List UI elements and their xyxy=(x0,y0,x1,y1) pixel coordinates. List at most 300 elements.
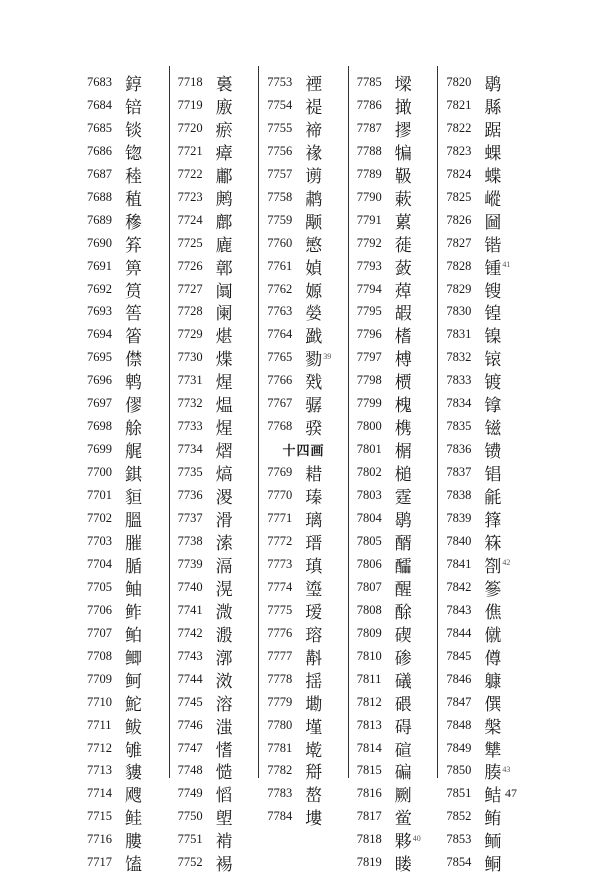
table-row xyxy=(438,117,527,140)
table-row xyxy=(79,645,169,668)
entry-character xyxy=(216,804,233,829)
table-row xyxy=(349,760,438,783)
character-glyph: 锼 xyxy=(484,281,502,302)
character-glyph: 笲 xyxy=(125,235,142,256)
entry-number: 7730 xyxy=(177,350,203,365)
entry-number: 7795 xyxy=(356,304,382,319)
entry-number: 7747 xyxy=(177,740,203,755)
entry-number: 7825 xyxy=(446,189,472,204)
character-glyph: 嫈 xyxy=(305,304,323,325)
table-row xyxy=(438,209,527,232)
character-glyph: 戣 xyxy=(305,373,323,394)
character-glyph: 犏 xyxy=(394,143,412,164)
entry-number: 7835 xyxy=(446,419,472,434)
entry-number: 7728 xyxy=(177,304,203,319)
character-glyph: 劂 xyxy=(394,786,412,807)
table-row xyxy=(349,117,438,140)
stroke-count-heading: 十四画 xyxy=(282,444,325,460)
entry-character xyxy=(305,552,322,577)
character-glyph: 鲑 xyxy=(125,809,142,830)
table-row xyxy=(438,599,527,622)
entry-character xyxy=(305,116,322,141)
entry-number: 7805 xyxy=(356,533,382,548)
entry-character xyxy=(484,506,501,531)
character-glyph: 镍 xyxy=(484,327,502,348)
entry-number: 7766 xyxy=(267,373,293,388)
table-row xyxy=(170,599,259,622)
character-glyph: 筶 xyxy=(125,304,142,325)
entry-character xyxy=(395,368,412,393)
character-glyph: 骙 xyxy=(305,419,323,440)
character-glyph: 墐 xyxy=(305,717,323,738)
table-row xyxy=(438,369,527,392)
table-row xyxy=(438,484,527,507)
table-row xyxy=(438,392,527,415)
entry-character xyxy=(216,713,233,738)
character-glyph: 骣 xyxy=(305,396,323,417)
character-glyph: 槃 xyxy=(484,717,502,738)
entry-number: 7840 xyxy=(446,533,472,548)
character-glyph: 慜 xyxy=(305,235,323,256)
table-row xyxy=(79,622,169,645)
character-glyph: 蝶 xyxy=(484,166,502,187)
entry-character xyxy=(484,185,501,210)
table-row xyxy=(349,369,438,392)
entry-character xyxy=(216,208,233,233)
table-column xyxy=(258,66,348,830)
character-glyph: 霆 xyxy=(394,488,412,509)
character-glyph: 瑧 xyxy=(305,488,323,509)
table-row xyxy=(259,140,348,163)
character-glyph: 瑷 xyxy=(305,602,323,623)
entry-number: 7789 xyxy=(356,166,382,181)
entry-number: 7744 xyxy=(177,671,203,686)
character-glyph: 腠 xyxy=(484,763,502,784)
entry-character xyxy=(395,736,412,761)
character-glyph: 裼 xyxy=(215,855,233,875)
entry-number: 7846 xyxy=(446,671,472,686)
table-row xyxy=(79,805,169,828)
entry-character xyxy=(125,804,142,829)
entry-character xyxy=(395,277,412,302)
entry-character xyxy=(484,460,501,485)
entry-character xyxy=(125,93,142,118)
table-row xyxy=(170,645,259,668)
entry-number: 7750 xyxy=(177,809,203,824)
table-row xyxy=(79,737,169,760)
character-glyph: 鲒 xyxy=(484,786,502,807)
entry-number: 7853 xyxy=(446,832,472,847)
entry-number: 7713 xyxy=(87,763,112,778)
entry-number: 7836 xyxy=(446,442,472,457)
character-glyph: 鹖 xyxy=(484,74,502,95)
entry-character xyxy=(395,460,412,485)
table-row xyxy=(349,599,438,622)
entry-character xyxy=(395,644,412,669)
table-row xyxy=(170,438,259,461)
table-row xyxy=(259,278,348,301)
character-glyph: 碨 xyxy=(394,694,412,715)
character-glyph: 鲎 xyxy=(394,809,412,830)
entry-number: 7783 xyxy=(267,786,293,801)
entry-number: 7821 xyxy=(446,97,472,112)
character-glyph: 箅 xyxy=(125,258,142,279)
character-glyph: 嵷 xyxy=(484,189,502,210)
entry-number: 7687 xyxy=(87,166,112,181)
table-row xyxy=(170,346,259,369)
table-row xyxy=(349,828,438,851)
entry-character xyxy=(395,254,412,279)
entry-number: 7720 xyxy=(177,120,203,135)
table-row xyxy=(259,714,348,737)
table-row xyxy=(170,71,259,94)
character-glyph: 阘 xyxy=(215,281,233,302)
entry-number: 7832 xyxy=(446,350,472,365)
character-glyph: 锿 xyxy=(484,350,502,371)
table-row xyxy=(170,278,259,301)
entry-character xyxy=(305,713,322,738)
character-glyph: 煋 xyxy=(215,419,233,440)
table-row xyxy=(170,301,259,324)
entry-character xyxy=(125,391,142,416)
character-glyph: 瑢 xyxy=(305,625,323,646)
table-row xyxy=(438,232,527,255)
entry-character xyxy=(395,598,412,623)
table-row xyxy=(349,484,438,507)
character-glyph: 鲊 xyxy=(125,602,142,623)
entry-number: 7782 xyxy=(267,763,293,778)
entry-character xyxy=(125,414,142,439)
table-row xyxy=(438,71,527,94)
entry-number: 7777 xyxy=(267,648,293,663)
table-row xyxy=(438,530,527,553)
character-glyph: 毹 xyxy=(484,488,502,509)
entry-number: 7786 xyxy=(356,97,382,112)
character-glyph: 蓰 xyxy=(394,235,412,256)
entry-number: 7704 xyxy=(87,556,112,571)
entry-character xyxy=(484,208,501,233)
entry-number: 7816 xyxy=(356,786,382,801)
character-glyph: 縣 xyxy=(484,97,502,118)
table-row xyxy=(349,851,438,874)
table-row xyxy=(79,691,169,714)
entry-character xyxy=(395,621,412,646)
table-row xyxy=(259,209,348,232)
entry-character xyxy=(216,758,233,783)
entry-number: 7841 xyxy=(446,556,472,571)
entry-number: 7808 xyxy=(356,602,382,617)
character-glyph: 漷 xyxy=(215,648,233,669)
entry-character xyxy=(395,345,412,370)
entry-character xyxy=(395,529,412,554)
entry-number: 7761 xyxy=(267,258,293,273)
character-glyph: 箖 xyxy=(484,533,502,554)
entry-character xyxy=(484,758,510,783)
character-glyph: 耤 xyxy=(305,465,323,486)
entry-number: 7823 xyxy=(446,143,472,158)
table-row xyxy=(259,461,348,484)
character-glyph: 锬 xyxy=(125,120,142,141)
table-row xyxy=(79,714,169,737)
table-row xyxy=(349,140,438,163)
table-row xyxy=(170,461,259,484)
entry-number: 7798 xyxy=(356,373,382,388)
entry-character xyxy=(395,552,412,577)
entry-number: 7698 xyxy=(87,419,112,434)
entry-number: 7831 xyxy=(446,327,472,342)
footnote-marker: 40 xyxy=(412,833,421,843)
character-glyph: 鲫 xyxy=(125,648,142,669)
table-row xyxy=(79,278,169,301)
table-row xyxy=(170,484,259,507)
entry-character xyxy=(216,139,233,164)
table-row xyxy=(349,553,438,576)
table-row xyxy=(349,691,438,714)
entry-character xyxy=(395,667,412,692)
table-row xyxy=(438,140,527,163)
entry-number: 7818 xyxy=(356,832,382,847)
entry-number: 7809 xyxy=(356,625,382,640)
entry-number: 7695 xyxy=(87,350,112,365)
table-row xyxy=(259,94,348,117)
character-glyph: 廒 xyxy=(215,97,233,118)
table-column xyxy=(169,66,259,875)
table-row xyxy=(79,369,169,392)
entry-character xyxy=(125,460,142,485)
entry-number: 7810 xyxy=(356,648,382,663)
entry-number: 7771 xyxy=(267,511,293,526)
entry-character xyxy=(125,231,142,256)
character-glyph: 僦 xyxy=(484,625,502,646)
entry-character xyxy=(216,781,233,806)
entry-number: 7749 xyxy=(177,786,203,801)
entry-character xyxy=(305,804,322,829)
character-glyph: 鄣 xyxy=(215,258,233,279)
table-row xyxy=(438,828,527,851)
entry-character xyxy=(484,804,501,829)
character-glyph: 煠 xyxy=(215,350,233,371)
character-glyph: 滆 xyxy=(215,556,233,577)
table-row xyxy=(349,668,438,691)
character-glyph: 鹖 xyxy=(394,511,412,532)
entry-character xyxy=(484,277,501,302)
entry-number: 7701 xyxy=(87,488,112,503)
character-glyph: 阑 xyxy=(215,304,233,325)
entry-character xyxy=(125,552,142,577)
table-row xyxy=(349,622,438,645)
table-row xyxy=(79,392,169,415)
character-glyph: 墈 xyxy=(305,694,323,715)
entry-number: 7716 xyxy=(87,832,112,847)
table-row xyxy=(259,346,348,369)
character-glyph: 嘏 xyxy=(394,304,412,325)
character-glyph: 戤 xyxy=(305,327,323,348)
table-row xyxy=(259,186,348,209)
entry-number: 7711 xyxy=(87,717,112,732)
entry-number: 7729 xyxy=(177,327,203,342)
character-glyph: 锫 xyxy=(125,97,142,118)
entry-character xyxy=(395,437,412,462)
entry-number: 7827 xyxy=(446,235,472,250)
character-glyph: 撖 xyxy=(394,97,412,118)
entry-character xyxy=(395,299,412,324)
table-row xyxy=(438,576,527,599)
entry-character xyxy=(305,575,322,600)
table-row xyxy=(349,714,438,737)
character-glyph: 瘴 xyxy=(215,143,233,164)
character-glyph: 穇 xyxy=(125,212,142,233)
entry-number: 7851 xyxy=(446,786,472,801)
entry-number: 7692 xyxy=(87,281,112,296)
character-glyph: 礒 xyxy=(394,671,412,692)
character-glyph: 雊 xyxy=(125,740,142,761)
entry-character xyxy=(484,483,501,508)
entry-character xyxy=(125,850,142,875)
character-glyph: 稙 xyxy=(125,189,142,210)
entry-number: 7694 xyxy=(87,327,112,342)
entry-character xyxy=(216,529,233,554)
table-row xyxy=(259,691,348,714)
entry-number: 7727 xyxy=(177,281,203,296)
entry-number: 7787 xyxy=(356,120,382,135)
entry-number: 7850 xyxy=(446,763,472,778)
character-glyph: 醑 xyxy=(394,533,412,554)
entry-character xyxy=(395,162,412,187)
entry-character xyxy=(484,368,501,393)
character-glyph: 锪 xyxy=(125,143,142,164)
entry-number: 7849 xyxy=(446,740,472,755)
character-glyph: 箨 xyxy=(484,511,502,532)
character-glyph: 镎 xyxy=(484,396,502,417)
entry-character xyxy=(216,483,233,508)
entry-character xyxy=(216,575,233,600)
character-glyph: 蔊 xyxy=(394,281,412,302)
entry-character xyxy=(125,529,142,554)
character-glyph: 酴 xyxy=(394,602,412,623)
entry-character xyxy=(216,277,233,302)
entry-character xyxy=(395,850,412,875)
entry-number: 7715 xyxy=(87,809,112,824)
entry-character xyxy=(305,345,331,370)
entry-character xyxy=(125,781,142,806)
table-row xyxy=(79,209,169,232)
entry-number: 7790 xyxy=(356,189,382,204)
character-glyph: 煴 xyxy=(215,396,233,417)
table-row xyxy=(79,782,169,805)
character-glyph: 碹 xyxy=(394,740,412,761)
entry-number: 7814 xyxy=(356,740,382,755)
entry-number: 7734 xyxy=(177,442,203,457)
entry-character xyxy=(305,758,322,783)
entry-number: 7739 xyxy=(177,556,203,571)
entry-number: 7725 xyxy=(177,235,203,250)
table-row xyxy=(170,760,259,783)
entry-character xyxy=(125,667,142,692)
entry-character xyxy=(305,781,322,806)
table-row xyxy=(438,851,527,874)
entry-character xyxy=(484,781,501,806)
table-row xyxy=(79,507,169,530)
entry-character xyxy=(484,529,501,554)
entry-character xyxy=(305,460,322,485)
table-row xyxy=(79,530,169,553)
entry-number: 7710 xyxy=(87,694,112,709)
table-row xyxy=(79,255,169,278)
table-row xyxy=(259,668,348,691)
character-glyph: 溶 xyxy=(215,694,233,715)
table-row xyxy=(170,737,259,760)
table-row xyxy=(349,255,438,278)
character-glyph: 腯 xyxy=(125,556,142,577)
entry-character xyxy=(395,758,412,783)
entry-character xyxy=(305,644,322,669)
table-row xyxy=(259,117,348,140)
entry-character xyxy=(484,552,510,577)
table-row xyxy=(259,553,348,576)
table-row xyxy=(79,186,169,209)
entry-number: 7686 xyxy=(87,143,112,158)
character-glyph: 熇 xyxy=(215,465,233,486)
entry-number: 7691 xyxy=(87,258,112,273)
entry-number: 7757 xyxy=(267,166,293,181)
table-row xyxy=(259,737,348,760)
table-row xyxy=(349,805,438,828)
table-row xyxy=(79,415,169,438)
entry-number: 7772 xyxy=(267,533,293,548)
entry-number: 7815 xyxy=(356,763,382,778)
entry-number: 7793 xyxy=(356,258,382,273)
table-column xyxy=(79,66,169,875)
table-row xyxy=(349,438,438,461)
entry-number: 7848 xyxy=(446,717,472,732)
entry-character xyxy=(305,529,322,554)
entry-number: 7775 xyxy=(267,602,293,617)
entry-character xyxy=(216,437,233,462)
table-row xyxy=(259,782,348,805)
character-glyph: 碶 xyxy=(394,625,412,646)
table-row xyxy=(79,760,169,783)
table-row xyxy=(79,553,169,576)
character-glyph: 犨 xyxy=(484,740,502,761)
table-row xyxy=(170,805,259,828)
entry-character xyxy=(484,299,501,324)
entry-number: 7736 xyxy=(177,488,203,503)
character-glyph: 鲖 xyxy=(484,855,502,875)
table-row xyxy=(79,163,169,186)
entry-character xyxy=(484,621,501,646)
character-glyph: 滧 xyxy=(215,671,233,692)
entry-number: 7813 xyxy=(356,717,382,732)
entry-number: 7820 xyxy=(446,74,472,89)
character-glyph: 鲅 xyxy=(125,717,142,738)
entry-character xyxy=(395,804,412,829)
entry-character xyxy=(125,368,142,393)
entry-number: 7837 xyxy=(446,465,472,480)
entry-character xyxy=(395,139,412,164)
entry-character xyxy=(305,368,322,393)
table-row xyxy=(438,805,527,828)
table-row xyxy=(79,851,169,874)
character-glyph: 瑱 xyxy=(305,556,323,577)
table-row xyxy=(259,645,348,668)
character-glyph: 煁 xyxy=(215,327,233,348)
character-glyph: 滉 xyxy=(215,579,233,600)
entry-character xyxy=(125,575,142,600)
table-row xyxy=(259,392,348,415)
character-glyph: 蔌 xyxy=(394,189,412,210)
entry-number: 7746 xyxy=(177,717,203,732)
table-row xyxy=(259,530,348,553)
